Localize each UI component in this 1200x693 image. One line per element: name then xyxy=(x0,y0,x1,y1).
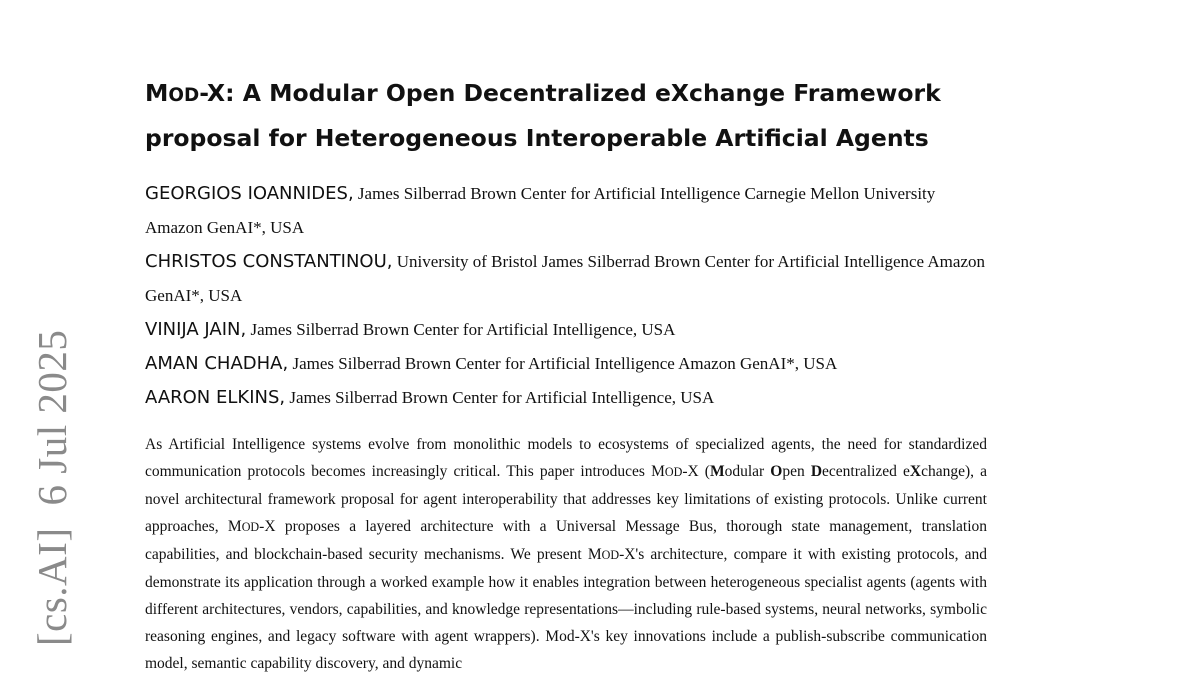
author-entry xyxy=(145,381,987,415)
author-affiliation: University of Bristol James Silberrad Brown Center for Artificial Intelligence Amazon GenAI*, USA xyxy=(145,252,985,305)
author-entry xyxy=(145,313,987,347)
author-affiliation: James Silberrad Brown Center for Artificial Intelligence Carnegie Mellon University Amazon GenAI*, USA xyxy=(145,184,936,237)
author-name: AMAN CHADHA, xyxy=(145,353,289,374)
author-entry xyxy=(145,177,987,245)
arxiv-date: 6 Jul 2025 xyxy=(29,329,75,506)
author-name: VINIJA JAIN, xyxy=(145,319,247,340)
paper-title: MOD-X: A Modular Open Decentralized eXchange Framework proposal for Heterogeneous Interoperable Artificial Agents xyxy=(145,79,941,152)
paper-front-matter xyxy=(145,72,987,693)
arxiv-identifier xyxy=(28,330,76,646)
author-list xyxy=(145,177,987,415)
author-affiliation: James Silberrad Brown Center for Artificial Intelligence Amazon GenAI*, USA xyxy=(288,354,838,373)
arxiv-category: [cs.AI] xyxy=(29,527,75,646)
author-affiliation: James Silberrad Brown Center for Artificial Intelligence, USA xyxy=(285,388,715,407)
abstract: As Artificial Intelligence systems evolve from monolithic models to ecosystems of specialized agents, the need for standardized communication protocols becomes increasingly critical. This paper introduces MOD-X (Modular Open Decentralized eXchange), a novel architectural framework proposal for agent interoperability that addresses key limitations of existing protocols. Unlike current approaches, MOD-X proposes a layered architecture with a Universal Message Bus, thorough state management, translation capabilities, and blockchain-based security mechanisms. We present MOD-X's architecture, compare it with existing protocols, and demonstrate its application through a worked example how it enables integration between heterogeneous specialist agents (agents with different architectures, vendors, capabilities, and knowledge representations—including rule-based systems, neural networks, symbolic reasoning engines, and legacy software with agent wrappers). Mod-X's key innovations include a publish-subscribe communication model, semantic capability discovery, and dynamic xyxy=(145,436,988,672)
author-name: GEORGIOS IOANNIDES, xyxy=(145,183,354,204)
author-name: AARON ELKINS, xyxy=(145,387,286,408)
author-name: CHRISTOS CONSTANTINOU, xyxy=(145,251,393,272)
author-affiliation: James Silberrad Brown Center for Artificial Intelligence, USA xyxy=(246,320,676,339)
author-entry xyxy=(145,245,987,313)
author-entry xyxy=(145,347,987,381)
